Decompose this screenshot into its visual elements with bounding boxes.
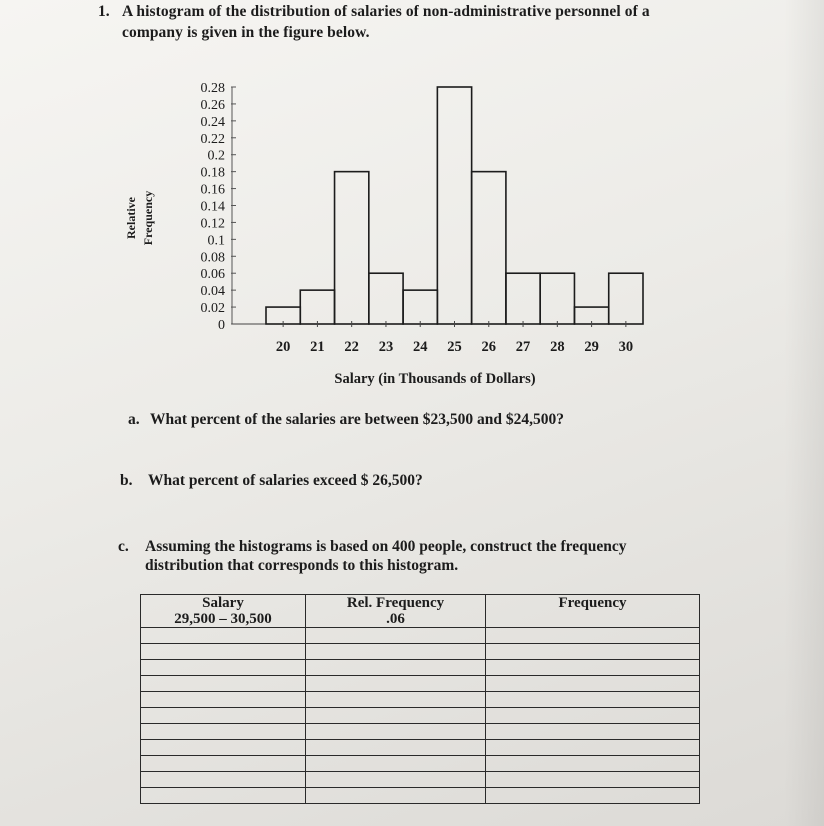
part-b-question: What percent of salaries exceed $ 26,500? <box>148 472 423 489</box>
histogram-bar <box>300 290 334 324</box>
question-text-line1: A histogram of the distribution of salaries of non-administrative personnel of a <box>122 3 650 20</box>
table-cell[interactable] <box>141 692 306 708</box>
table-row <box>141 660 700 676</box>
table-cell[interactable] <box>141 676 306 692</box>
frequency-header: Frequency <box>558 595 627 611</box>
table-cell[interactable] <box>306 788 486 804</box>
x-tick-label: 21 <box>310 339 325 355</box>
table-row <box>141 788 700 804</box>
y-tick-label: 0.2 <box>207 148 225 164</box>
table-cell[interactable] <box>486 692 700 708</box>
y-tick-label: 0.04 <box>200 284 225 300</box>
table-cell[interactable] <box>486 660 700 676</box>
table-cell[interactable] <box>486 724 700 740</box>
part-c-question-line2: distribution that corresponds to this histogram. <box>145 557 459 574</box>
table-row <box>141 692 700 708</box>
y-tick-label: 0.22 <box>200 131 225 147</box>
histogram-bar <box>369 273 403 324</box>
table-cell[interactable] <box>141 644 306 660</box>
y-tick-label: 0.24 <box>200 114 225 130</box>
table-row <box>141 740 700 756</box>
table-cell[interactable] <box>306 644 486 660</box>
table-cell[interactable] <box>306 692 486 708</box>
question-text-line2: company is given in the figure below. <box>122 24 370 41</box>
table-cell[interactable] <box>306 740 486 756</box>
table-cell[interactable] <box>306 772 486 788</box>
y-tick-label: 0.08 <box>200 250 225 266</box>
histogram-bar <box>609 273 643 324</box>
table-cell[interactable] <box>486 644 700 660</box>
table-row <box>141 772 700 788</box>
table-cell[interactable] <box>306 756 486 772</box>
y-axis-title-line: Relative <box>124 197 138 239</box>
salary-first-value: 29,500 – 30,500 <box>174 611 272 627</box>
y-tick-label: 0.18 <box>200 165 225 181</box>
frequency-column-cell <box>486 595 700 628</box>
y-tick-label: 0.16 <box>200 182 225 198</box>
table-cell[interactable] <box>141 660 306 676</box>
y-tick-label: 0 <box>218 318 225 333</box>
table-cell[interactable] <box>306 660 486 676</box>
x-tick-label: 29 <box>584 339 599 355</box>
table-row <box>141 676 700 692</box>
y-tick-label: 0.1 <box>207 233 225 249</box>
question-number: 1. <box>98 3 110 20</box>
histogram-bar <box>506 273 540 324</box>
table-cell[interactable] <box>141 756 306 772</box>
y-tick-label: 0.02 <box>200 301 225 317</box>
x-tick-label: 28 <box>550 339 565 355</box>
histogram-bar <box>540 273 574 324</box>
rel-freq-first-value: .06 <box>386 611 405 627</box>
part-c-question-line1: Assuming the histograms is based on 400 people, construct the frequency <box>145 538 627 555</box>
part-c-label: c. <box>118 538 129 555</box>
x-tick-label: 26 <box>481 339 497 355</box>
x-tick-label: 23 <box>378 339 394 355</box>
salary-column-cell <box>141 595 306 628</box>
table-cell[interactable] <box>141 740 306 756</box>
rel-freq-header: Rel. Frequency <box>346 595 445 611</box>
table-cell[interactable] <box>141 628 306 644</box>
y-tick-label: 0.28 <box>200 81 225 96</box>
y-tick-label: 0.26 <box>200 97 225 113</box>
rel-freq-column-cell <box>306 595 486 628</box>
y-axis-title-line: Frequency <box>141 190 155 246</box>
part-b-label: b. <box>120 472 133 489</box>
table-cell[interactable] <box>486 628 700 644</box>
table-cell[interactable] <box>486 772 700 788</box>
table-cell[interactable] <box>306 628 486 644</box>
part-a-label: a. <box>128 411 140 428</box>
histogram-bar <box>472 172 506 324</box>
table-cell[interactable] <box>141 708 306 724</box>
histogram-bar <box>403 290 437 324</box>
table-row <box>141 756 700 772</box>
table-cell[interactable] <box>486 788 700 804</box>
table-cell[interactable] <box>486 708 700 724</box>
part-a-question: What percent of the salaries are between $23,500 and $24,500? <box>150 411 565 428</box>
histogram-bar <box>437 87 471 324</box>
table-cell[interactable] <box>141 724 306 740</box>
x-tick-label: 20 <box>275 339 291 355</box>
table-row <box>141 628 700 644</box>
table-cell[interactable] <box>306 676 486 692</box>
histogram-chart <box>0 0 824 400</box>
y-tick-label: 0.12 <box>200 216 225 232</box>
y-tick-label: 0.06 <box>200 267 225 283</box>
table-cell[interactable] <box>306 708 486 724</box>
y-tick-label: 0.14 <box>200 199 225 215</box>
table-cell[interactable] <box>141 772 306 788</box>
table-cell[interactable] <box>486 676 700 692</box>
salary-header: Salary <box>202 595 244 611</box>
table-cell[interactable] <box>306 724 486 740</box>
x-tick-label: 25 <box>447 339 462 355</box>
table-row <box>141 708 700 724</box>
histogram-bar <box>335 172 369 324</box>
x-tick-label: 22 <box>344 339 359 355</box>
x-tick-label: 24 <box>412 339 428 355</box>
table-row <box>141 644 700 660</box>
table-row <box>141 724 700 740</box>
table-cell[interactable] <box>141 788 306 804</box>
x-tick-label: 30 <box>618 339 634 355</box>
table-cell[interactable] <box>486 756 700 772</box>
table-cell[interactable] <box>486 740 700 756</box>
table-header-row <box>141 595 700 628</box>
frequency-distribution-table <box>140 594 700 804</box>
x-tick-label: 27 <box>515 339 531 355</box>
x-axis-title: Salary (in Thousands of Dollars) <box>334 371 536 387</box>
